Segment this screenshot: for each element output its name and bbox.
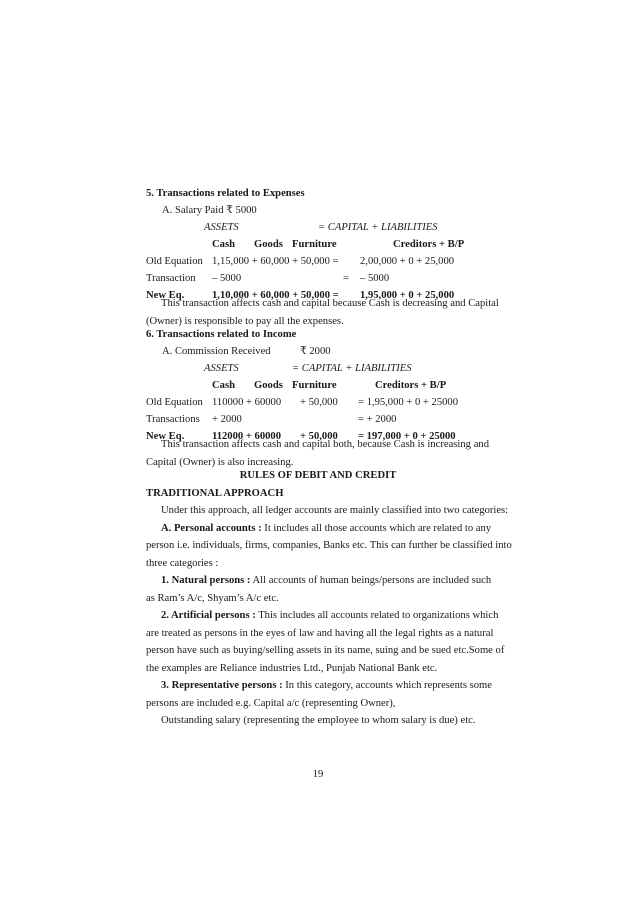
paragraph-text: This includes all accounts related to organizations which [255, 610, 499, 621]
section-5-heading: 5. Transactions related to Expenses [146, 188, 305, 199]
new-eq-label: New Eq. [146, 431, 185, 442]
capital-liabilities-label: = CAPITAL + LIABILITIES [292, 363, 412, 374]
section-5-note [146, 297, 499, 332]
col-creditors: Creditors + B/P [393, 239, 465, 250]
old-equation-label: Old Equation [146, 397, 203, 408]
paragraph-line: Outstanding salary (representing the employee to whom salary is due) etc. [161, 715, 476, 726]
salary-paid-item: A. Salary Paid ₹ 5000 [162, 205, 257, 216]
transaction-rhs: – 5000 [360, 273, 390, 284]
paragraph-line [146, 522, 492, 540]
transaction-label: Transaction [146, 273, 196, 284]
paragraph-line [146, 609, 499, 627]
transactions-label: Transactions [146, 414, 200, 425]
page-number: 19 [312, 769, 324, 780]
paragraph-line: Under this approach, all ledger accounts are mainly classified into two categories: [161, 505, 509, 516]
rules-title: RULES OF DEBIT AND CREDIT [239, 470, 397, 481]
col-furniture: Furniture [292, 239, 337, 250]
commission-item: A. Commission Received [162, 346, 271, 357]
old-equation-rhs: = 1,95,000 + 0 + 25000 [358, 397, 459, 408]
section-6-heading: 6. Transactions related to Income [146, 329, 297, 340]
commission-amount: ₹ 2000 [300, 346, 331, 357]
transactions-rhs: = + 2000 [358, 414, 397, 425]
section-6-note [146, 438, 489, 473]
transaction-eq: = [343, 273, 349, 284]
new-eq-furniture: + 50,000 [300, 431, 338, 442]
representative-persons-label: 3. Representative persons : [161, 680, 283, 691]
paragraph-line: persons are included e.g. Capital a/c (representing Owner), [146, 697, 396, 709]
new-eq-label: New Eq. [146, 290, 185, 301]
new-eq-cash-goods: 112000 + 60000 [212, 431, 282, 442]
rules-body [146, 504, 512, 732]
new-eq-rhs: 1,95,000 + 0 + 25,000 [360, 290, 455, 301]
note-line: This transaction affects cash and capital both, because Cash is increasing and [161, 439, 489, 450]
old-equation-rhs: 2,00,000 + 0 + 25,000 [360, 256, 455, 267]
paragraph-text: All accounts of human beings/persons are included such [250, 575, 492, 586]
traditional-approach-heading: TRADITIONAL APPROACH [146, 488, 284, 499]
transaction-assets: – 5000 [212, 273, 242, 284]
artificial-persons-label: 2. Artificial persons : [161, 610, 256, 621]
capital-liabilities-label: = CAPITAL + LIABILITIES [318, 222, 438, 233]
new-eq-rhs: = 197,000 + 0 + 25000 [358, 431, 456, 442]
old-equation-furniture: + 50,000 [300, 397, 338, 408]
paragraph-line: three categories : [146, 557, 219, 569]
old-equation-assets: 1,15,000 + 60,000 + 50,000 = [212, 256, 339, 267]
old-equation-label: Old Equation [146, 256, 203, 267]
paragraph-text: In this category, accounts which represents some [282, 680, 492, 691]
note-line: Capital (Owner) is also increasing. [146, 456, 294, 468]
old-equation-cash-goods: 110000 + 60000 [212, 397, 282, 408]
note-line: (Owner) is responsible to pay all the expenses. [146, 315, 344, 327]
col-creditors: Creditors + B/P [375, 380, 447, 391]
personal-accounts-label: A. Personal accounts : [161, 522, 262, 534]
paragraph-line: are treated as persons in the eyes of law and having all the legal rights as a natural [146, 627, 494, 639]
col-goods: Goods [254, 239, 283, 250]
note-line: This transaction affects cash and capital because Cash is decreasing and Capital [161, 298, 499, 309]
assets-label: ASSETS [204, 222, 239, 233]
paragraph-line: as Ram’s A/c, Shyam’s A/c etc. [146, 592, 279, 604]
transactions-cash: + 2000 [212, 414, 242, 425]
paragraph-line: person have such as buying/selling assets in its name, suing and be sued etc.Some of [146, 645, 505, 656]
col-furniture: Furniture [292, 380, 337, 391]
col-cash: Cash [212, 239, 235, 250]
paragraph-line: the examples are Reliance industries Ltd., Punjab National Bank etc. [146, 662, 438, 674]
assets-label: ASSETS [204, 363, 239, 374]
col-goods: Goods [254, 380, 283, 391]
natural-persons-label: 1. Natural persons : [161, 575, 251, 586]
paragraph-line [146, 574, 492, 592]
col-cash: Cash [212, 380, 235, 391]
paragraph-line: person i.e. individuals, firms, companies, Banks etc. This can further be classified into [146, 540, 512, 551]
paragraph-text: It includes all those accounts which are related to any [261, 522, 492, 534]
paragraph-line [146, 679, 492, 697]
new-eq-assets: 1,10,000 + 60,000 + 50,000 = [212, 290, 339, 301]
